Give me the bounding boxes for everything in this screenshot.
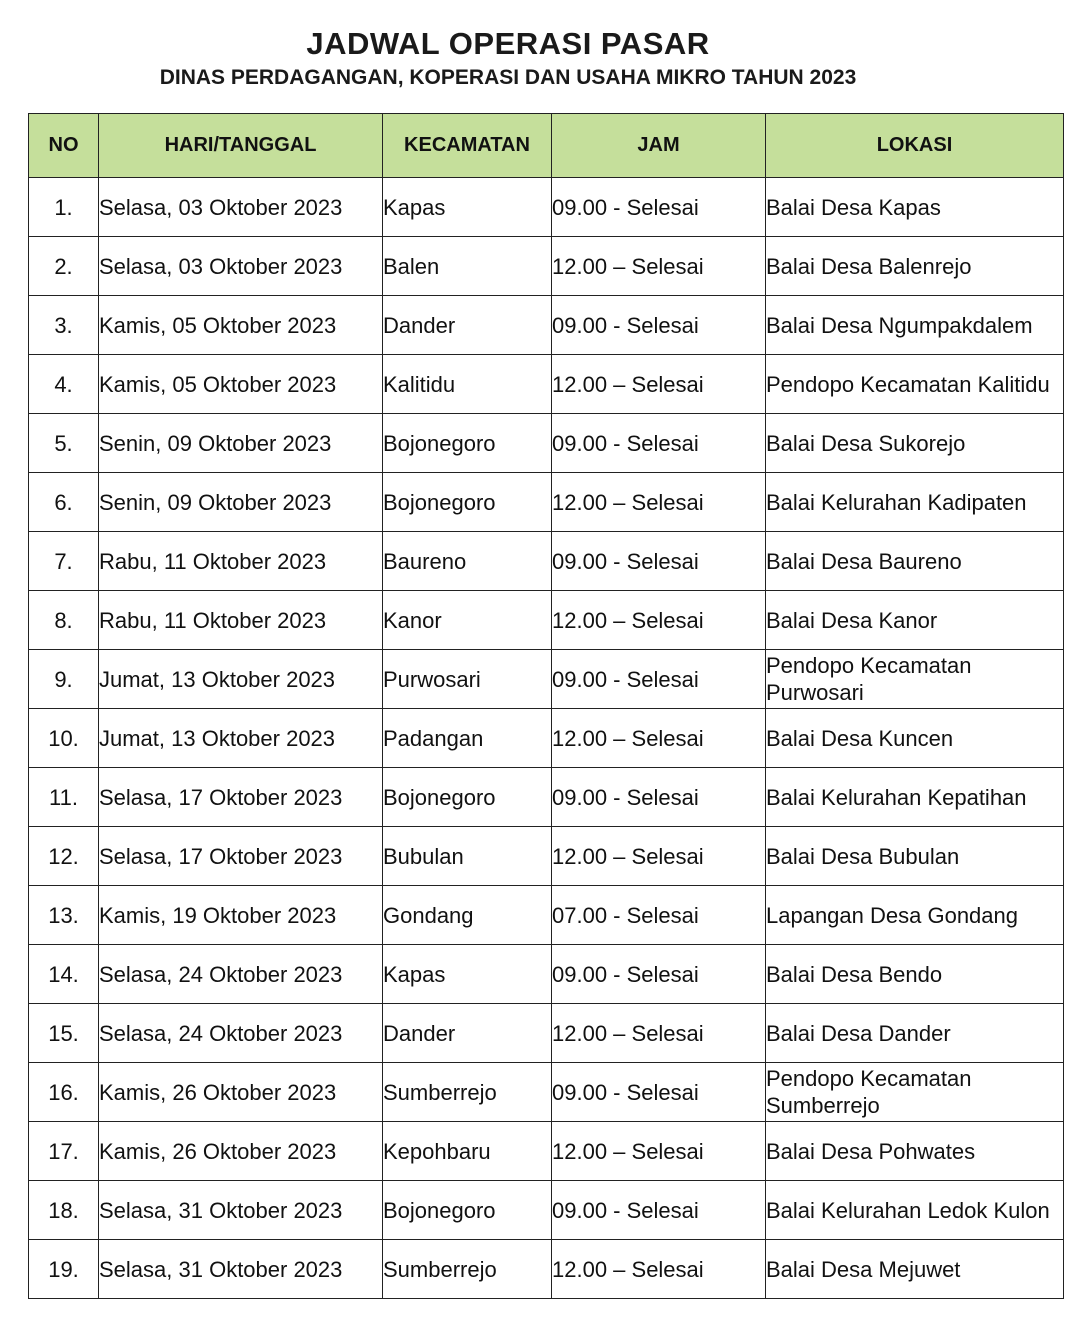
cell-kecamatan: Bojonegoro — [383, 768, 552, 827]
table-row — [29, 532, 1064, 591]
column-header-kecamatan: KECAMATAN — [383, 114, 552, 178]
cell-jam: 12.00 – Selesai — [552, 709, 766, 768]
cell-no: 14. — [29, 945, 99, 1004]
cell-date: Selasa, 31 Oktober 2023 — [99, 1240, 383, 1299]
cell-jam: 12.00 – Selesai — [552, 355, 766, 414]
page-subtitle: DINAS PERDAGANGAN, KOPERASI DAN USAHA MIKRO TAHUN 2023 — [159, 66, 857, 89]
cell-date: Selasa, 24 Oktober 2023 — [99, 1004, 383, 1063]
cell-lokasi: Balai Desa Sukorejo — [766, 414, 1064, 473]
cell-lokasi: Balai Desa Kapas — [766, 178, 1064, 237]
page-title: JADWAL OPERASI PASAR — [306, 26, 710, 61]
cell-kecamatan: Sumberrejo — [383, 1063, 552, 1122]
cell-kecamatan: Purwosari — [383, 650, 552, 709]
table-row — [29, 473, 1064, 532]
cell-kecamatan: Baureno — [383, 532, 552, 591]
cell-lokasi: Balai Desa Balenrejo — [766, 237, 1064, 296]
cell-no: 11. — [29, 768, 99, 827]
table-header-row — [29, 114, 1064, 178]
cell-lokasi: Pendopo Kecamatan Sumberrejo — [766, 1063, 1064, 1122]
cell-jam: 09.00 - Selesai — [552, 768, 766, 827]
cell-no: 3. — [29, 296, 99, 355]
cell-date: Selasa, 03 Oktober 2023 — [99, 178, 383, 237]
cell-jam: 12.00 – Selesai — [552, 473, 766, 532]
cell-lokasi: Balai Desa Kuncen — [766, 709, 1064, 768]
cell-lokasi: Balai Desa Bendo — [766, 945, 1064, 1004]
table-row — [29, 237, 1064, 296]
cell-date: Selasa, 17 Oktober 2023 — [99, 827, 383, 886]
cell-lokasi: Balai Desa Pohwates — [766, 1122, 1064, 1181]
cell-date: Jumat, 13 Oktober 2023 — [99, 709, 383, 768]
table-row — [29, 1063, 1064, 1122]
column-header-no: NO — [29, 114, 99, 178]
cell-no: 19. — [29, 1240, 99, 1299]
cell-no: 16. — [29, 1063, 99, 1122]
table-row — [29, 178, 1064, 237]
column-header-jam: JAM — [552, 114, 766, 178]
cell-no: 7. — [29, 532, 99, 591]
cell-no: 4. — [29, 355, 99, 414]
cell-kecamatan: Bojonegoro — [383, 1181, 552, 1240]
cell-no: 18. — [29, 1181, 99, 1240]
cell-lokasi: Balai Kelurahan Ledok Kulon — [766, 1181, 1064, 1240]
schedule-table — [28, 113, 1064, 1299]
cell-lokasi: Balai Desa Bubulan — [766, 827, 1064, 886]
cell-kecamatan: Bojonegoro — [383, 473, 552, 532]
table-row — [29, 768, 1064, 827]
table-row — [29, 414, 1064, 473]
table-row — [29, 945, 1064, 1004]
cell-no: 12. — [29, 827, 99, 886]
cell-jam: 12.00 – Selesai — [552, 1122, 766, 1181]
cell-date: Selasa, 24 Oktober 2023 — [99, 945, 383, 1004]
cell-lokasi: Balai Desa Kanor — [766, 591, 1064, 650]
table-row — [29, 827, 1064, 886]
cell-date: Senin, 09 Oktober 2023 — [99, 473, 383, 532]
cell-jam: 09.00 - Selesai — [552, 532, 766, 591]
cell-kecamatan: Kanor — [383, 591, 552, 650]
cell-jam: 12.00 – Selesai — [552, 1240, 766, 1299]
cell-kecamatan: Padangan — [383, 709, 552, 768]
table-row — [29, 1122, 1064, 1181]
column-header-lokasi: LOKASI — [766, 114, 1064, 178]
cell-kecamatan: Dander — [383, 1004, 552, 1063]
cell-kecamatan: Balen — [383, 237, 552, 296]
cell-jam: 09.00 - Selesai — [552, 414, 766, 473]
cell-jam: 12.00 – Selesai — [552, 827, 766, 886]
cell-kecamatan: Bubulan — [383, 827, 552, 886]
cell-date: Kamis, 26 Oktober 2023 — [99, 1122, 383, 1181]
cell-jam: 09.00 - Selesai — [552, 945, 766, 1004]
cell-no: 15. — [29, 1004, 99, 1063]
cell-date: Jumat, 13 Oktober 2023 — [99, 650, 383, 709]
cell-kecamatan: Kapas — [383, 178, 552, 237]
cell-no: 9. — [29, 650, 99, 709]
table-row — [29, 591, 1064, 650]
cell-no: 6. — [29, 473, 99, 532]
cell-jam: 12.00 – Selesai — [552, 1004, 766, 1063]
cell-lokasi: Balai Desa Mejuwet — [766, 1240, 1064, 1299]
cell-lokasi: Pendopo Kecamatan Kalitidu — [766, 355, 1064, 414]
cell-kecamatan: Sumberrejo — [383, 1240, 552, 1299]
cell-kecamatan: Dander — [383, 296, 552, 355]
cell-jam: 09.00 - Selesai — [552, 650, 766, 709]
cell-date: Rabu, 11 Oktober 2023 — [99, 532, 383, 591]
cell-kecamatan: Bojonegoro — [383, 414, 552, 473]
cell-date: Kamis, 26 Oktober 2023 — [99, 1063, 383, 1122]
cell-jam: 12.00 – Selesai — [552, 237, 766, 296]
cell-no: 1. — [29, 178, 99, 237]
cell-lokasi: Pendopo Kecamatan Purwosari — [766, 650, 1064, 709]
cell-date: Rabu, 11 Oktober 2023 — [99, 591, 383, 650]
cell-kecamatan: Kalitidu — [383, 355, 552, 414]
cell-lokasi: Balai Desa Baureno — [766, 532, 1064, 591]
cell-no: 5. — [29, 414, 99, 473]
cell-date: Senin, 09 Oktober 2023 — [99, 414, 383, 473]
cell-kecamatan: Kepohbaru — [383, 1122, 552, 1181]
cell-date: Selasa, 31 Oktober 2023 — [99, 1181, 383, 1240]
cell-lokasi: Balai Kelurahan Kadipaten — [766, 473, 1064, 532]
cell-jam: 09.00 - Selesai — [552, 1063, 766, 1122]
cell-no: 17. — [29, 1122, 99, 1181]
cell-jam: 09.00 - Selesai — [552, 178, 766, 237]
table-row — [29, 296, 1064, 355]
cell-lokasi: Balai Kelurahan Kepatihan — [766, 768, 1064, 827]
cell-jam: 07.00 - Selesai — [552, 886, 766, 945]
cell-date: Selasa, 17 Oktober 2023 — [99, 768, 383, 827]
cell-no: 10. — [29, 709, 99, 768]
table-row — [29, 709, 1064, 768]
cell-no: 2. — [29, 237, 99, 296]
cell-lokasi: Balai Desa Ngumpakdalem — [766, 296, 1064, 355]
cell-no: 8. — [29, 591, 99, 650]
table-row — [29, 650, 1064, 709]
table-row — [29, 355, 1064, 414]
cell-jam: 09.00 - Selesai — [552, 1181, 766, 1240]
table-row — [29, 886, 1064, 945]
column-header-date: HARI/TANGGAL — [99, 114, 383, 178]
table-row — [29, 1004, 1064, 1063]
cell-jam: 09.00 - Selesai — [552, 296, 766, 355]
cell-jam: 12.00 – Selesai — [552, 591, 766, 650]
cell-lokasi: Balai Desa Dander — [766, 1004, 1064, 1063]
cell-date: Selasa, 03 Oktober 2023 — [99, 237, 383, 296]
cell-lokasi: Lapangan Desa Gondang — [766, 886, 1064, 945]
cell-kecamatan: Gondang — [383, 886, 552, 945]
cell-date: Kamis, 19 Oktober 2023 — [99, 886, 383, 945]
cell-kecamatan: Kapas — [383, 945, 552, 1004]
cell-date: Kamis, 05 Oktober 2023 — [99, 355, 383, 414]
cell-no: 13. — [29, 886, 99, 945]
cell-date: Kamis, 05 Oktober 2023 — [99, 296, 383, 355]
table-row — [29, 1181, 1064, 1240]
table-row — [29, 1240, 1064, 1299]
